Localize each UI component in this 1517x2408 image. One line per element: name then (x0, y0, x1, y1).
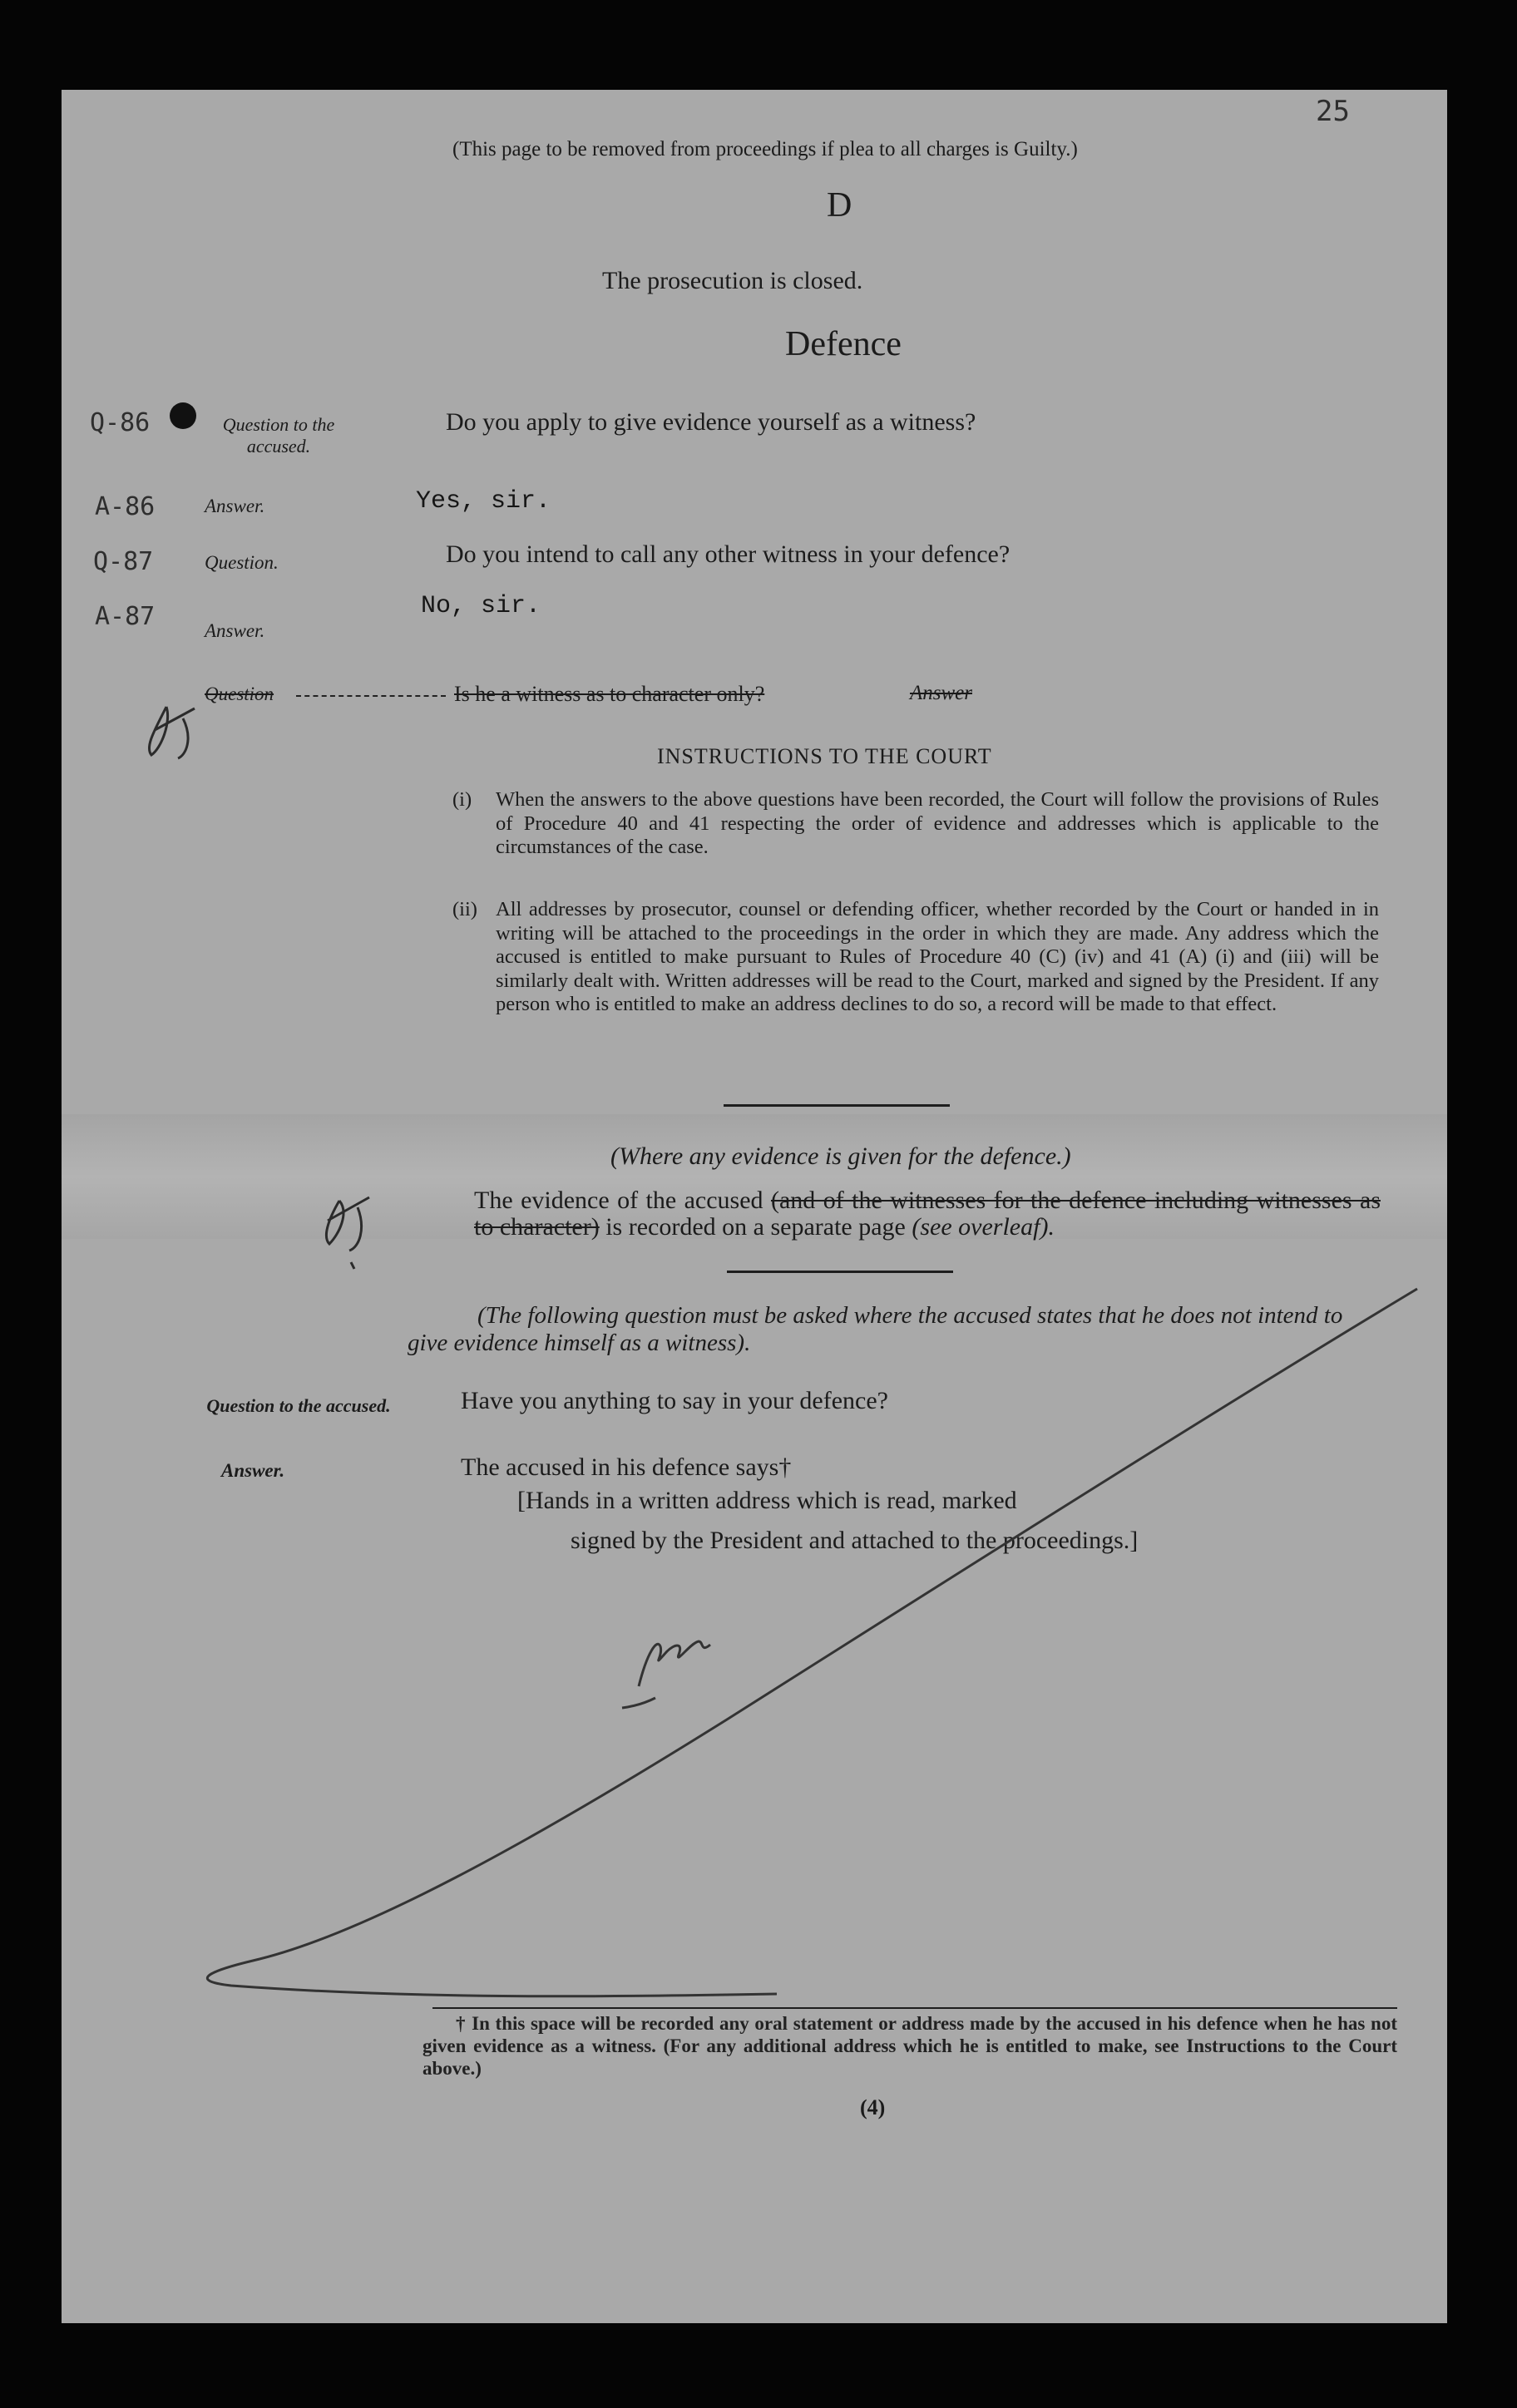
answer-86: Yes, sir. (416, 487, 551, 516)
initials-mark-2 (326, 1197, 369, 1269)
instruction-num-1: (i) (452, 788, 472, 811)
evidence-struck: (and of the witnesses for the defence including witnesses as to character) (474, 1187, 1381, 1241)
ink-blot (170, 402, 196, 429)
struck-answer-label: Answer (910, 682, 972, 704)
defence-answer-text: The accused in his defence says† (461, 1453, 792, 1481)
evidence-see: (see overleaf). (912, 1213, 1055, 1241)
ref-q87: Q-87 (93, 547, 154, 576)
defence-heading: Defence (785, 325, 902, 363)
label-a87: Answer. (205, 620, 265, 641)
label-q87: Question. (205, 552, 279, 573)
footnote-text: † In this space will be recorded any oral statement or address made by the accused in his defence when he has not given evidence as a witness. (For any additional address which he is entitled to make, see Instructions to the Court above.) (422, 2013, 1397, 2079)
following-note: (The following question must be asked where the accused states that he does not intend to give evidence himself as a witness). (408, 1302, 1343, 1356)
ref-q86: Q-86 (90, 408, 151, 437)
instruction-num-2: (ii) (452, 898, 477, 920)
handwriting-overlay (62, 90, 1447, 2323)
initials-mark-1 (149, 707, 195, 758)
evidence-note: (Where any evidence is given for the defence.) (610, 1142, 1071, 1170)
diagonal-strike-line (207, 1289, 1417, 1996)
instructions-title: INSTRUCTIONS TO THE COURT (657, 744, 992, 768)
evidence-tail: is recorded on a separate page (605, 1213, 906, 1241)
defence-question-text: Have you anything to say in your defence? (461, 1387, 888, 1414)
document-page (62, 90, 1447, 2323)
answer-87: No, sir. (421, 592, 541, 620)
page-number: (4) (860, 2095, 886, 2119)
ref-a87: A-87 (95, 602, 156, 631)
removal-note: (This page to be removed from proceedings if plea to all charges is Guilty.) (452, 138, 1078, 160)
label-a86: Answer. (205, 496, 265, 516)
handwritten-page-mark: 25 (1316, 95, 1350, 128)
struck-question-label: Question (205, 683, 274, 704)
evidence-lead: The evidence of the accused (474, 1187, 763, 1214)
label-q86: Question to the accused. (222, 414, 335, 456)
instruction-text-2: All addresses by prosecutor, counsel or defending officer, whether recorded by the Court or handed in in writing will be attached to the proceedings in the order in which they are made. Any address which the accused is entitled to make pursuant to Rules of Procedure 40 (C) (iv) and 41 (A) (i) and (iii) will be similarly dealt with. Written addresses will be read to the Court, marked and signed by the President. If any person who is entitled to make an address declines to do so, a record will be made to that effect. (496, 898, 1379, 1015)
written-address-line-1: [Hands in a written address which is read, marked (517, 1487, 1017, 1514)
written-address-line-2: signed by the President and attached to the proceedings.] (571, 1527, 1139, 1554)
signature-initials (622, 1641, 710, 1708)
question-86: Do you apply to give evidence yourself as a witness? (446, 408, 976, 436)
section-letter: D (827, 186, 852, 225)
defence-question-label: Question to the accused. (206, 1395, 391, 1416)
struck-question-text: Is he a witness as to character only? (454, 682, 765, 706)
instruction-text-1: When the answers to the above questions have been recorded, the Court will follow the provisions of Rules of Procedure 40 and 41 respecting the order of evidence and addresses which is applicable to the circumstances of the case. (496, 788, 1379, 858)
prosecution-closed: The prosecution is closed. (602, 267, 863, 294)
defence-answer-label: Answer. (221, 1460, 285, 1481)
question-87: Do you intend to call any other witness in your defence? (446, 540, 1011, 568)
ref-a86: A-86 (95, 492, 156, 521)
